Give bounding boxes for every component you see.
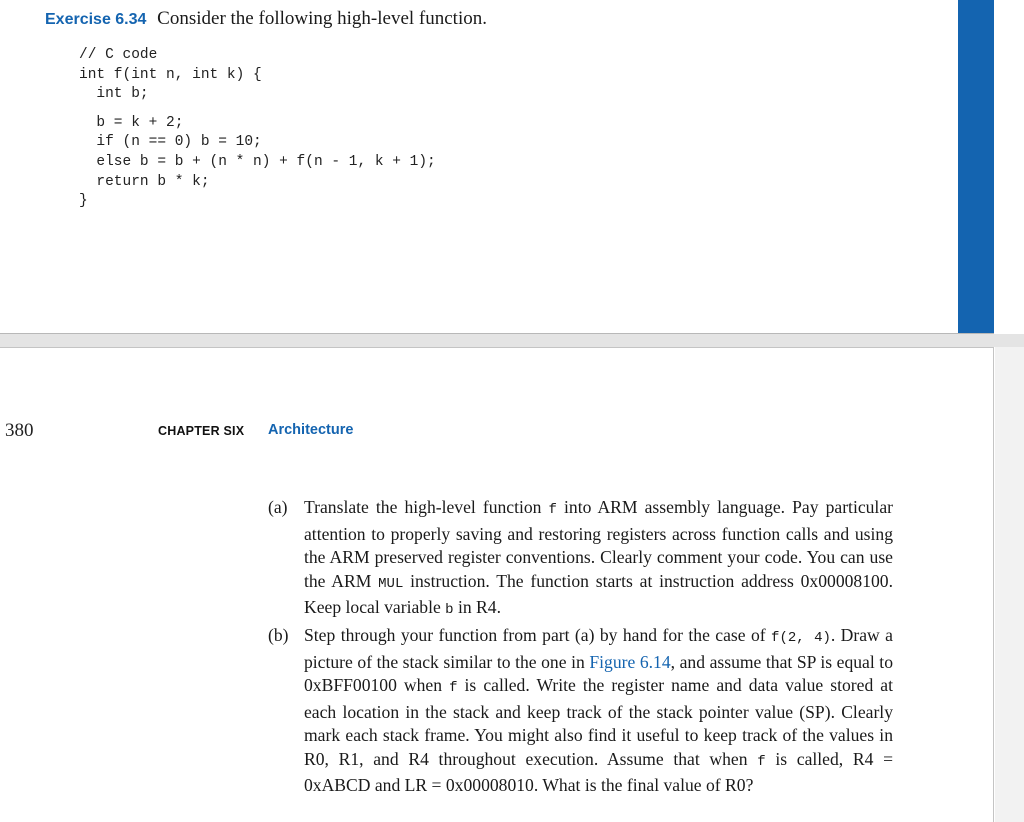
exercise-heading xyxy=(45,8,487,30)
part-label: (b) xyxy=(268,625,289,645)
code-line: if (n == 0) b = 10; xyxy=(79,134,262,151)
code-line: b = k + 2; xyxy=(79,114,184,131)
exercise-number: Exercise 6.34 xyxy=(45,11,147,28)
code-line: return b * k; xyxy=(79,173,210,190)
exercise-intro: Consider the following high-level function. xyxy=(157,8,487,29)
chapter-color-bar xyxy=(958,0,994,333)
code-line: } xyxy=(79,193,88,210)
part-label: (a) xyxy=(268,497,288,517)
code-line: int f(int n, int k) { xyxy=(79,66,262,83)
page-separator xyxy=(0,334,1024,347)
section-label: Architecture xyxy=(268,422,354,438)
previous-page xyxy=(0,0,994,334)
question-part-a xyxy=(268,496,893,623)
c-code-block xyxy=(79,46,436,212)
viewer-margin xyxy=(995,347,1024,822)
code-line: else b = b + (n * n) + f(n - 1, k + 1); xyxy=(79,153,436,170)
code-line: int b; xyxy=(79,86,149,103)
chapter-label: CHAPTER SIX xyxy=(158,424,245,438)
part-text: Step through your function from part (a) by hand for the case of f(2, 4). Draw a picture of the stack similar to the one in Figure 6.14, and assume that SP is equal to 0xBFF00100 when f is called. Write the register name and data value stored at each location in the stack and keep track of the stack pointer value (SP). Clearly mark each stack frame. You might also find it useful to keep track of the values in R0, R1, and R4 throughout execution. Assume that when f is called, R4 = 0xABCD and LR = 0x00008010. What is the final value of R0? xyxy=(304,625,893,795)
page-number: 380 xyxy=(5,420,34,441)
figure-link[interactable]: Figure 6.14 xyxy=(589,651,671,672)
part-text: Translate the high-level function f into ARM assembly language. Pay particular attention to properly saving and restoring registers across function calls and using the ARM preserved register conventions. Clearly comment your code. You can use the ARM MUL instruction. The function starts at instruction address 0x00008100. Keep local variable b in R4. xyxy=(304,497,893,618)
code-line: // C code xyxy=(79,47,158,63)
question-part-b xyxy=(268,624,893,798)
